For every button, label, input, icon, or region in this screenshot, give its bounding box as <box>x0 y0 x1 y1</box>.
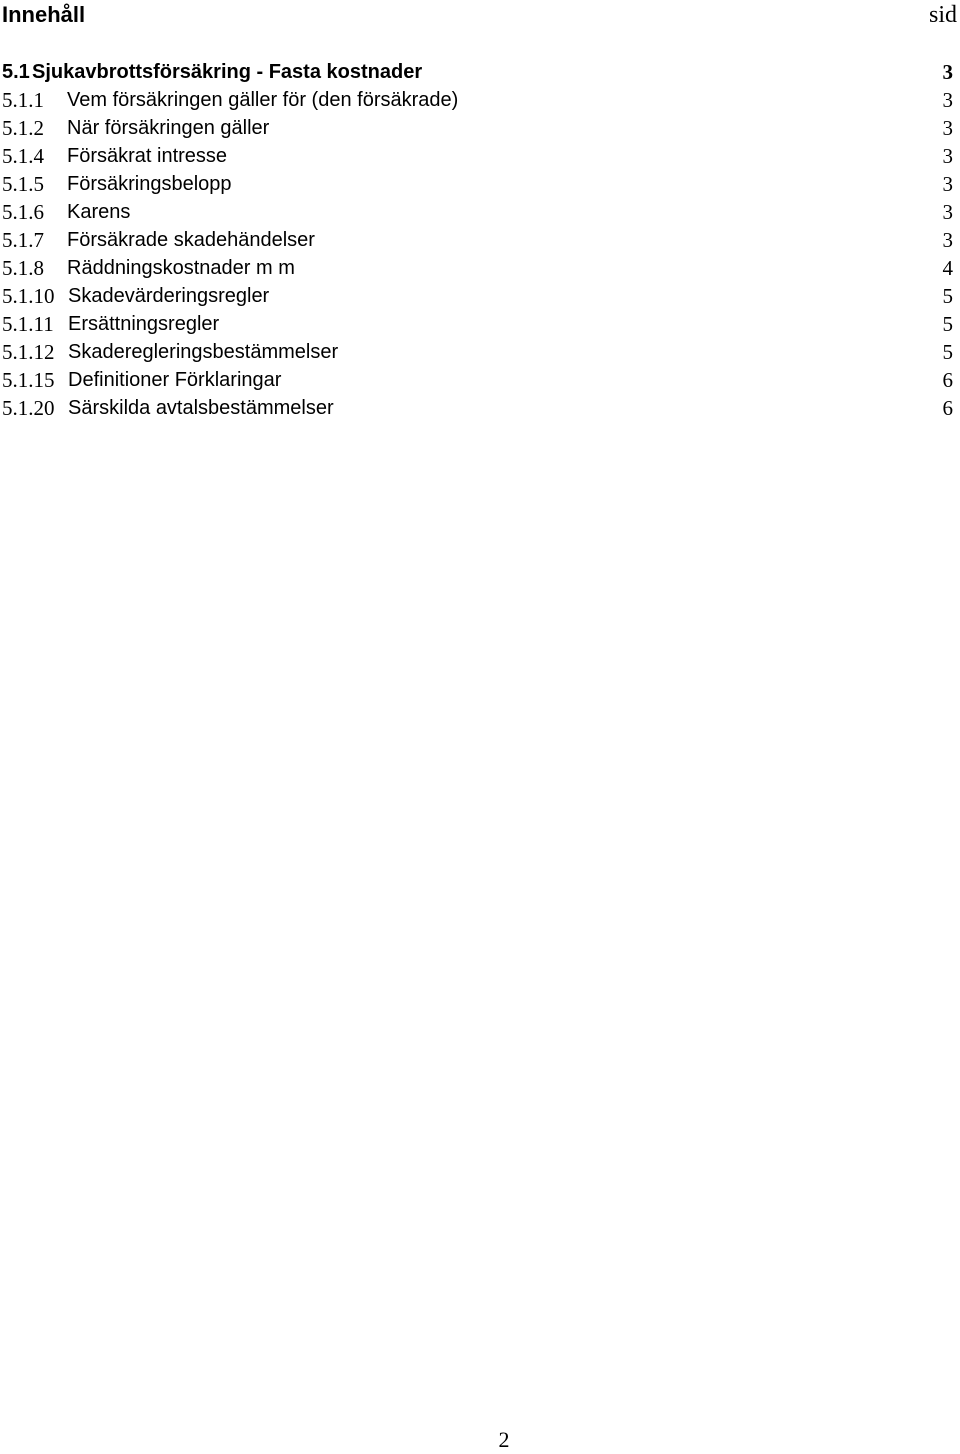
toc-entry-page: 5 <box>942 340 953 364</box>
toc-entry-title: Ersättningsregler <box>68 313 220 335</box>
toc-entry[interactable] <box>2 310 953 338</box>
toc-entry-number: 5.1.5 <box>2 172 44 196</box>
toc-entry[interactable] <box>2 114 953 142</box>
toc-entry-page: 3 <box>942 116 953 140</box>
toc-entry[interactable] <box>2 394 953 422</box>
toc-entry[interactable] <box>2 198 953 226</box>
toc-entry-number: 5.1.11 <box>2 312 54 336</box>
toc-entry-number: 5.1.2 <box>2 116 44 140</box>
toc-entry[interactable] <box>2 86 953 114</box>
page-title: Innehåll <box>2 2 86 27</box>
toc-entry-title: Försäkrade skadehändelser <box>67 229 315 251</box>
toc-entry-number: 5.1.15 <box>2 368 55 392</box>
toc-entry-title: När försäkringen gäller <box>67 117 270 139</box>
toc-entry-number: 5.1.10 <box>2 284 55 308</box>
toc-entry[interactable] <box>2 366 953 394</box>
toc-entry[interactable] <box>2 254 953 282</box>
toc-entry-number: 5.1.6 <box>2 200 44 224</box>
toc-entry-page: 3 <box>942 60 953 84</box>
toc-entry-page: 5 <box>942 312 953 336</box>
toc-entry-title: Skadevärderingsregler <box>68 285 270 307</box>
toc-entry-title: Sjukavbrottsförsäkring - Fasta kostnader <box>32 61 423 83</box>
toc-entry-title: Försäkringsbelopp <box>67 173 232 195</box>
toc-entry-page: 5 <box>942 284 953 308</box>
toc-entry[interactable] <box>2 142 953 170</box>
toc-entry-page: 3 <box>942 144 953 168</box>
toc-entry-title: Definitioner Förklaringar <box>68 369 282 391</box>
toc-entry-number: 5.1.7 <box>2 228 44 252</box>
toc-entry[interactable] <box>2 58 953 86</box>
toc-entry-number: 5.1 <box>2 61 30 83</box>
toc-entry-number: 5.1.4 <box>2 144 44 168</box>
toc-entry-number: 5.1.1 <box>2 88 44 112</box>
toc-header <box>2 0 957 34</box>
toc-entry-number: 5.1.20 <box>2 396 55 420</box>
toc-entry-title: Särskilda avtalsbestämmelser <box>68 397 334 419</box>
toc-entry[interactable] <box>2 170 953 198</box>
toc-entry-title: Räddningskostnader m m <box>67 257 295 279</box>
toc-entry[interactable] <box>2 226 953 254</box>
table-of-contents <box>2 58 953 422</box>
page-number: 2 <box>498 1427 510 1452</box>
toc-entry-page: 3 <box>942 200 953 224</box>
toc-entry-page: 6 <box>942 368 953 392</box>
toc-entry-title: Försäkrat intresse <box>67 145 228 167</box>
toc-entry-page: 6 <box>942 396 953 420</box>
toc-entry-title: Karens <box>67 201 131 223</box>
toc-entry-title: Vem försäkringen gäller för (den försäkrade) <box>67 89 459 111</box>
toc-entry-number: 5.1.8 <box>2 256 44 280</box>
toc-entry-page: 3 <box>942 228 953 252</box>
toc-entry[interactable] <box>2 338 953 366</box>
toc-entry-title: Skaderegleringsbestämmelser <box>68 341 339 363</box>
toc-entry-number: 5.1.12 <box>2 340 55 364</box>
toc-entry[interactable] <box>2 282 953 310</box>
toc-entry-page: 4 <box>942 256 953 280</box>
page-column-label: sid <box>928 2 957 28</box>
toc-entry-page: 3 <box>942 172 953 196</box>
toc-entry-page: 3 <box>942 88 953 112</box>
